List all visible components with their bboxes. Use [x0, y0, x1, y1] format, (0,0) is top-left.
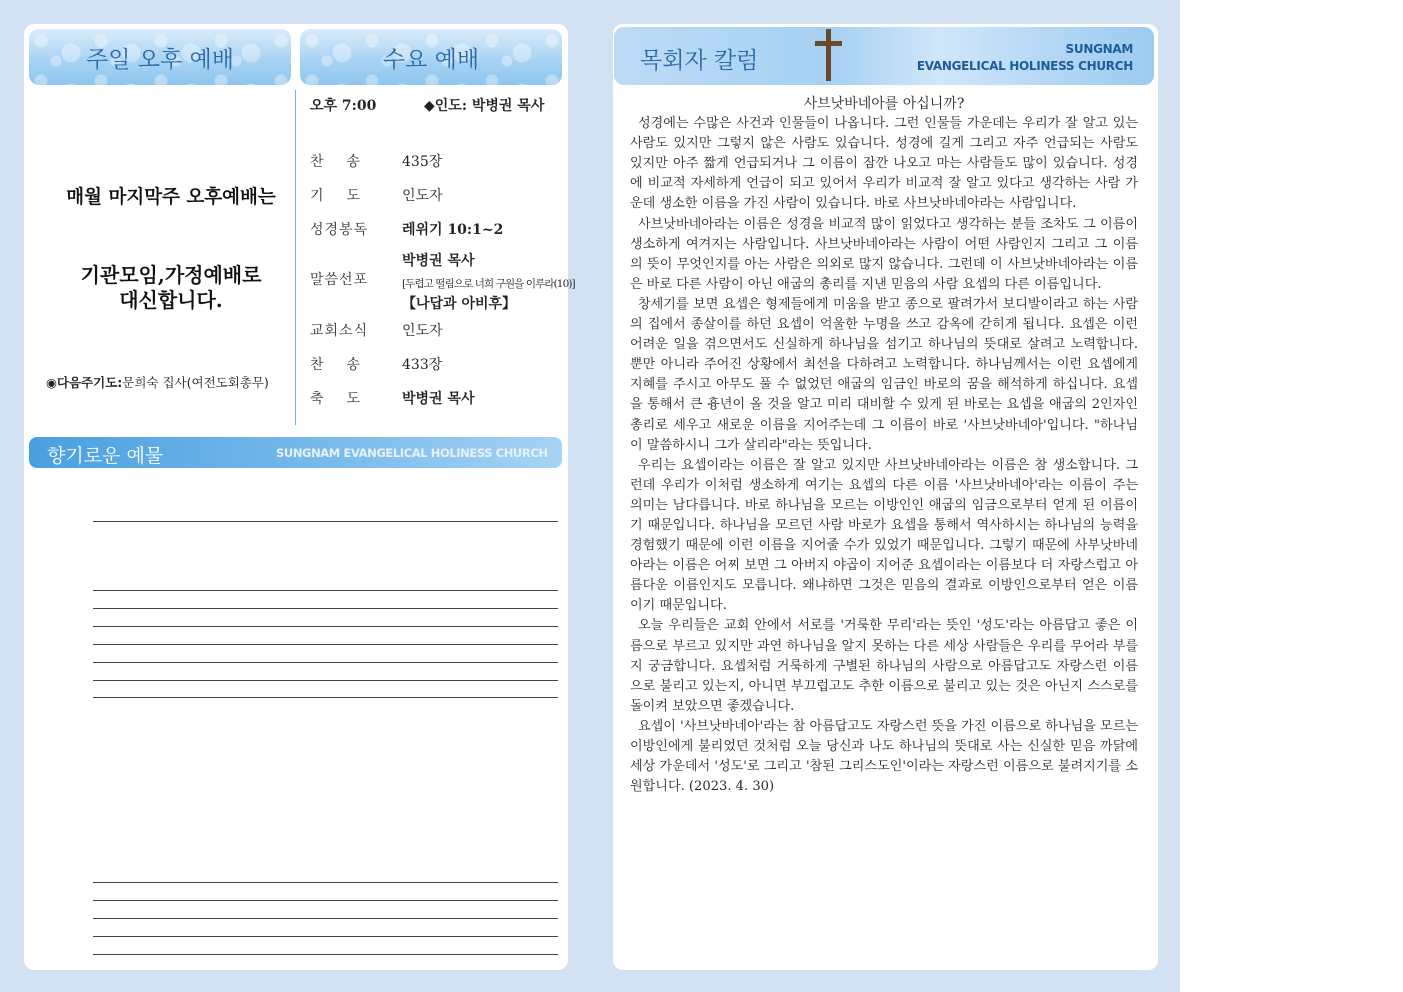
order-value-prayer: 인도자 — [402, 188, 443, 204]
offering-line — [93, 918, 558, 919]
offering-line — [93, 662, 558, 663]
sunday-note-line2: 기관모임,가정예배로 — [80, 263, 262, 287]
article-paragraph: 창세기를 보면 요셉은 형제들에게 미움을 받고 종으로 팔려가서 보디발이라고 하는 사람의 집에서 종살이를 하던 요셉이 억울한 누명을 쓰고 감옥에 갇히게 됩니다. 요셉은 이런 어려운 일을 겪으면서도 신실하게 하나님을 섬기고 하나님의 뜻대로 살려고 노력합니다. 뿐만 아니라 주어진 상황에서 최선을 다하려고 노력합니다. 하나님께서는 이런 요셉에게 지혜를 주시고 아무도 풀 수 없었던 애굽의 임금인 바로의 꿈을 해석하게 하십니다. 요셉을 통해서 큰 흉년이 올 것을 알고 미리 대비할 수 있게 된 바로는 요셉을 애굽의 2인자인 총리로 세우고 새로운 이름을 지어주는데 그 이름이 바로 '사브낫바네아'입니다. "하나님이 말씀하시니 그가 살리라"라는 뜻입니다. — [630, 296, 1138, 453]
order-label-reading: 성경봉독 — [310, 222, 369, 238]
next-prayer-value: 문희숙 집사(여전도회총무) — [122, 375, 269, 390]
offering-line — [93, 521, 558, 522]
offering-title: 향기로운 예물 — [47, 445, 164, 467]
order-value-hymn2: 433장 — [402, 357, 443, 373]
article-paragraph: 오늘 우리들은 교회 안에서 서로를 '거룩한 무리'라는 뜻인 '성도'라는 아름답고 좋은 이름으로 부르고 있지만 과연 하나님을 알지 못하는 다른 세상 사람들은 우리를 무어라 부를지 궁금합니다. 요셉처럼 거룩하게 구별된 하나님의 사람으로 아름답고도 자랑스런 이름으로 불리고 있는지, 아니면 부끄럽고도 추한 이름으로 불리고 있는 것은 아닌지 스스로를 돌이켜 보았으면 좋겠습니다. — [630, 618, 1138, 714]
offering-line — [93, 936, 558, 937]
wednesday-time: 오후 7:00 — [310, 98, 377, 114]
order-value-hymn1: 435장 — [402, 154, 443, 170]
order-value-sermon: 박병권 목사 — [402, 253, 475, 269]
sunday-afternoon-title: 주일 오후 예배 — [86, 46, 234, 73]
offering-line — [93, 900, 558, 901]
next-prayer — [46, 373, 269, 391]
sunday-note-line3: 대신합니다. — [119, 288, 223, 312]
church-name-line1: SUNGNAM — [1065, 42, 1133, 56]
wednesday-leader: ◆인도: 박병권 목사 — [424, 98, 545, 114]
order-label-prayer: 기 도 — [310, 188, 361, 204]
article-paragraph: 우리는 요셉이라는 이름은 잘 알고 있지만 사브낫바네아라는 이름은 참 생소합니다. 그런데 우리가 이처럼 생소하게 여기는 요셉의 다른 이름 '사브낫바네아'라는 이름이 주는 의미는 남다릅니다. 바로 하나님을 모르는 이방인인 애굽의 임금으로부터 얻게 된 이름이기 때문입니다. 하나님을 모르던 사람 바로가 요셉을 통해서 역사하시는 하나님의 능력을 경험했기 때문에 이런 이름을 지어줄 수가 있었기 때문입니다. 그렇기 때문에 사부낫바네아라는 이름은 어찌 보면 그 아버지 야곱이 지어준 요셉이라는 이름보다 더 자랑스럽고 아름다운 이름인지도 모릅니다. 왜냐하면 그것은 믿음의 결과로 이방인으로부터 얻은 이름이기 때문입니다. — [630, 457, 1138, 614]
next-prayer-label: ◉다음주기도: — [46, 375, 123, 390]
offering-line — [93, 608, 558, 609]
offering-line — [93, 697, 558, 698]
order-value-benediction: 박병권 목사 — [402, 391, 475, 407]
article-paragraph: 요셉이 '사브낫바네아'라는 참 아름답고도 자랑스런 뜻을 가진 이름으로 하나님을 모르는 이방인에게 불리었던 것처럼 오늘 당신과 나도 하나님의 뜻대로 사는 신실한 믿음 까닭에 세상 가운데서 '성도'로 그리고 '참된 그리스도인'이라는 자랑스런 이름으로 불려지기를 소원합니다. (2023. 4. 30) — [630, 718, 1139, 795]
column-title: 목회자 칼럼 — [640, 48, 759, 74]
church-name — [917, 41, 1133, 75]
order-label-hymn2: 찬 송 — [310, 357, 361, 373]
sunday-afternoon-header — [29, 29, 291, 85]
sunday-note-line1: 매월 마지막주 오후예배는 — [66, 187, 276, 208]
order-value-news: 인도자 — [402, 323, 443, 339]
church-name-line2: EVANGELICAL HOLINESS CHURCH — [916, 59, 1133, 73]
offering-line — [93, 644, 558, 645]
offering-line — [93, 882, 558, 883]
article-paragraph: 사브낫바네아라는 이름은 성경을 비교적 많이 읽었다고 생각하는 분들 조차도 그 이름이 생소하게 여겨지는 사람입니다. 사브낫바네아라는 사람이 어떤 사람인지 그리고 그 이름의 뜻이 무엇인지를 아는 사람은 의외로 많지 않습니다. 그런데 이 사브낫바네아라는 이름은 바로 다른 사람이 아닌 애굽의 총리를 지낸 믿음의 사람 요셉의 다른 이름입니다. — [630, 216, 1138, 292]
offering-line — [93, 954, 558, 955]
column-article — [630, 94, 1138, 797]
sermon-series: [두렵고 떨림으로 너희 구원을 이루라(10)] — [402, 278, 575, 290]
cross-icon-bar — [815, 41, 842, 46]
wednesday-title: 수요 예배 — [382, 46, 480, 73]
order-label-benediction: 축 도 — [310, 391, 361, 407]
offering-line — [93, 626, 558, 627]
order-label-hymn1: 찬 송 — [310, 154, 361, 170]
article-paragraph: 성경에는 수많은 사건과 인물들이 나옵니다. 그런 인물들 가운데는 우리가 잘 알고 있는 사람도 있지만 그렇지 않은 사람도 있습니다. 성경에 길게 그리고 자주 언급되는 사람도 있지만 아주 짧게 언급되거나 그 이름이 잠깐 나오고 마는 사람들도 많이 있습니다. 성경에 비교적 자세하게 언급이 되고 있어서 우리가 비교적 잘 알고 있다고 생각하는 사람 가운데 생소한 이름을 가진 사람이 있습니다. 바로 사브낫바네아라는 사람입니다. — [630, 116, 1138, 212]
offering-line — [93, 680, 558, 681]
left-panel — [24, 24, 568, 970]
order-label-sermon: 말씀선포 — [310, 272, 369, 288]
article-title: 사브낫바네아를 아십니까? — [803, 96, 965, 112]
wednesday-header — [300, 29, 562, 85]
order-value-reading: 레위기 10:1~2 — [402, 222, 504, 238]
offering-line — [93, 590, 558, 591]
cross-icon — [826, 29, 831, 81]
column-divider — [295, 90, 296, 425]
offering-subtitle: SUNGNAM EVANGELICAL HOLINESS CHURCH — [276, 446, 548, 460]
order-label-news: 교회소식 — [310, 323, 369, 339]
sermon-title: 【나답과 아비후】 — [402, 296, 517, 312]
